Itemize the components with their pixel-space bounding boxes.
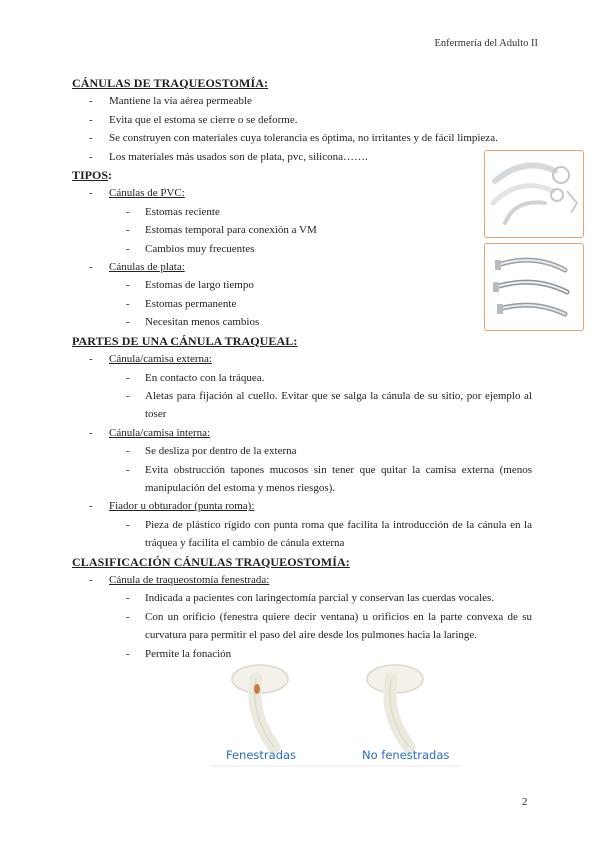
subheading-plata-label: Cánulas de plata: [109, 261, 185, 274]
silver-cannula-drawing [485, 244, 583, 330]
list-item: - Mantiene la vía aérea permeable [72, 92, 532, 110]
list-item: - Estomas reciente [72, 203, 532, 221]
list-item: - Indicada a pacientes con laringectomía parcial y conservan las cuerdas vocales. [72, 589, 532, 607]
page-number: 2 [522, 796, 528, 808]
list-item: - Estomas permanente [72, 295, 532, 313]
subheading-externa [72, 350, 532, 368]
heading-clasificacion: CLASIFICACIÓN CÁNULAS TRAQUEOSTOMÍA: [72, 554, 350, 569]
list-item: - Permite la fonación [72, 645, 532, 663]
subheading-plata [72, 258, 532, 276]
heading-tipos-text: TIPOS [72, 168, 109, 183]
list-item: - Con un orificio (fenestra quiere decir ventana) u orificios en la parte convexa de su curvatura para permitir el paso del aire desde los pulmones hacia la laringe. [72, 608, 532, 645]
pvc-cannula-drawing [485, 151, 583, 237]
heading-tipos-colon: : [108, 168, 113, 183]
subheading-fiador-label: Fiador u obturador (punta roma): [109, 500, 255, 513]
list-item: - En contacto con la tráquea. [72, 369, 532, 387]
subheading-interna-label: Cánula/camisa interna: [109, 426, 211, 439]
list-item: - Cambios muy frecuentes [72, 240, 532, 258]
list-item: - Necesitan menos cambios [72, 313, 532, 331]
document-body [72, 74, 532, 663]
page-header: Enfermería del Adulto II [434, 38, 538, 49]
list-item: - Estomas de largo tiempo [72, 276, 532, 294]
caption-fenestradas: Fenestradas [226, 748, 297, 762]
subheading-fenestrada [72, 571, 532, 589]
heading-tipos [72, 166, 532, 184]
list-item: - Pieza de plástico rígido con punta roma que facilita la introducción de la cánula en la tráquea y facilita el cambio de cánula externa [72, 516, 532, 553]
subheading-fenestrada-label: Cánula de traqueostomía fenestrada: [109, 573, 270, 586]
heading-partes: PARTES DE UNA CÁNULA TRAQUEAL: [72, 333, 298, 348]
list-item: - Estomas temporal para conexión a VM [72, 221, 532, 239]
list-item: - Los materiales más usados son de plata, pvc, silicona……. [72, 148, 532, 166]
subheading-pvc-label: Cánulas de PVC: [109, 187, 185, 200]
subheading-interna [72, 424, 532, 442]
silver-cannula-image [484, 243, 584, 331]
subheading-externa-label: Cánula/camisa externa: [109, 353, 212, 366]
list-item: - Aletas para fijación al cuello. Evitar que se salga la cánula de su sitio, por ejemplo al toser [72, 387, 532, 424]
list-item: - Se construyen con materiales cuya tolerancia es óptima, no irritantes y de fácil limpieza. [72, 129, 532, 147]
caption-no-fenestradas: No fenestradas [362, 748, 450, 762]
subheading-pvc [72, 184, 532, 202]
heading-canulas: CÁNULAS DE TRAQUEOSTOMÍA: [72, 76, 269, 90]
list-item: - Se desliza por dentro de la externa [72, 442, 532, 460]
list-item: - Evita que el estoma se cierre o se deforme. [72, 111, 532, 129]
list-item: - Evita obstrucción tapones mucosos sin tener que quitar la camisa externa (menos manipulación del estoma y menos riesgos). [72, 461, 532, 498]
pvc-cannula-image [484, 150, 584, 238]
subheading-fiador [72, 497, 532, 515]
